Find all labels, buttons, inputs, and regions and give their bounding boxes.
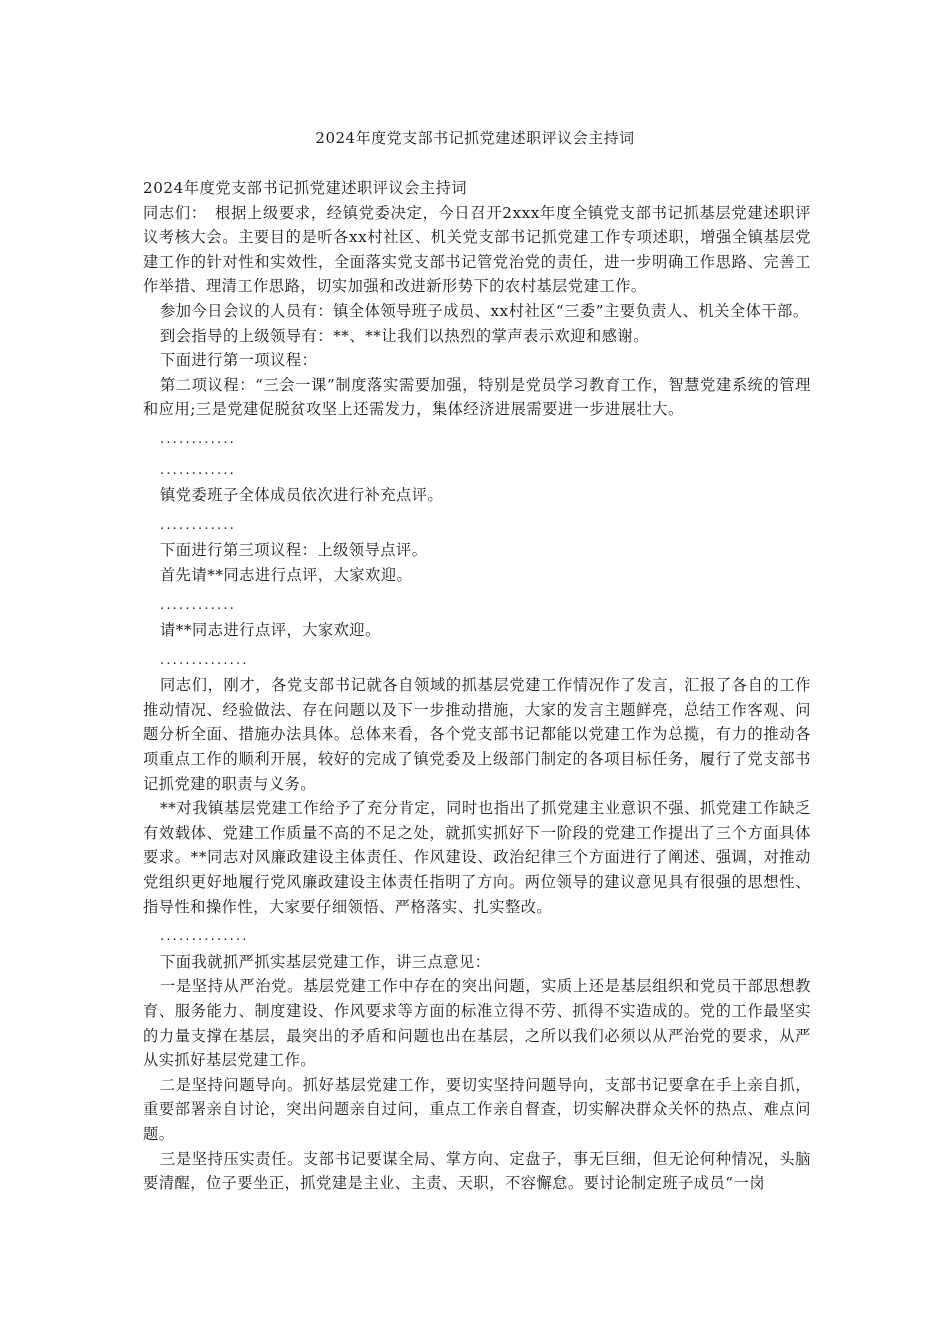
ellipsis-line: ............ [160,462,236,478]
document-subtitle: 2024年度党支部书记抓党建述职评议会主持词 [143,179,468,197]
ellipsis-line: ............ [160,597,236,613]
document-title: 2024年度党支部书记抓党建述职评议会主持词 [315,129,635,147]
paragraph-agenda-three: 下面进行第三项议程：上级领导点评。 [160,541,428,560]
paragraph-point-two: 二是坚持问题导向。抓好基层党建工作，要切实坚持问题导向，支部书记要拿在手上亲自抓，重要部署亲自讨论，突出问题亲自过问，重点工作亲自督查，切实解决群众关怀的热点、难点问题。 [143,1075,811,1143]
paragraph-supplement: 镇党委班子全体成员依次进行补充点评。 [160,486,444,505]
document-body [143,176,811,1196]
ellipsis-line: .............. [160,929,249,945]
paragraph-summary: 同志们，刚才，各党支部书记就各自领域的抓基层党建工作情况作了发言，汇报了各自的工作推动情况、经验做法、存在问题以及下一步推动措施，大家的发言主题鲜亮，总结工作客观、问题分析全面、措施办法具体。总体来看，各个党支部书记都能以党建工作为总揽，有力的推动各项重点工作的顺利开展，较好的完成了镇党委及上级部门制定的各项目标任务，履行了党支部书记抓党建的职责与义务。 [143,676,811,793]
paragraph-point-three: 三是坚持压实责任。支部书记要谋全局、掌方向、定盘子，事无巨细，但无论何种情况，头脑要清醒，位子要坐正，抓党建是主业、主责、天职，不容懈怠。要讨论制定班子成员“一岗 [143,1149,811,1193]
paragraph-agenda-one: 下面进行第一项议程： [160,351,318,370]
ellipsis-line: ............ [160,431,236,447]
paragraph-point-one: 一是坚持从严治党。基层党建工作中存在的突出问题，实质上还是基层组织和党员干部思想教育、服务能力、制度建设、作风要求等方面的标准立得不劳、抓得不实造成的。党的工作最坚实的力量支撑在基层，最突出的矛盾和问题也出在基层，之所以我们必须以从严治党的要求，从严从实抓好基层党建工作。 [143,977,811,1070]
paragraph-opening: 同志们： 根据上级要求，经镇党委决定，今日召开2xxx年度全镇党支部书记抓基层党建述职评议考核大会。主要目的是听各xx村社区、机关党支部书记抓党建工作专项述职，增强全镇基层党建工作的针对性和实效性，全面落实党支部书记管党治党的责任，进一步明确工作思路、完善工作举措、理清工作思路，切实加强和改进新形势下的农村基层党建工作。 [143,203,811,296]
paragraph-three-points: 下面我就抓严抓实基层党建工作，讲三点意见： [160,952,491,971]
paragraph-leaders: 到会指导的上级领导有：**、**让我们以热烈的掌声表示欢迎和感谢。 [160,326,649,345]
paragraph-first-comment: 首先请**同志进行点评，大家欢迎。 [160,565,413,584]
ellipsis-line: ............ [160,517,236,533]
paragraph-second-comment: 请**同志进行点评，大家欢迎。 [160,621,381,640]
paragraph-attendees: 参加今日会议的人员有：镇全体领导班子成员、xx村社区“三委”主要负责人、机关全体干部。 [160,301,809,320]
paragraph-leader-remarks: **对我镇基层党建工作给予了充分肯定，同时也指出了抓党建主业意识不强、抓党建工作缺乏有效载体、党建工作质量不高的不足之处，就抓实抓好下一阶段的党建工作提出了三个方面具体要求。**同志对风廉政建设主体责任、作风建设、政治纪律三个方面进行了阐述、强调，对推动党组织更好地履行党风廉政建设主体责任指明了方向。两位领导的建议意见具有很强的思想性、指导性和操作性，大家要仔细领悟、严格落实、扎实整改。 [143,799,811,916]
ellipsis-line: .............. [160,652,249,668]
paragraph-agenda-two: 第二项议程：“三会一课”制度落实需要加强，特别是党员学习教育工作，智慧党建系统的管理和应用;三是党建促脱贫攻坚上还需发力，集体经济进展需要进一步进展壮大。 [143,375,811,419]
